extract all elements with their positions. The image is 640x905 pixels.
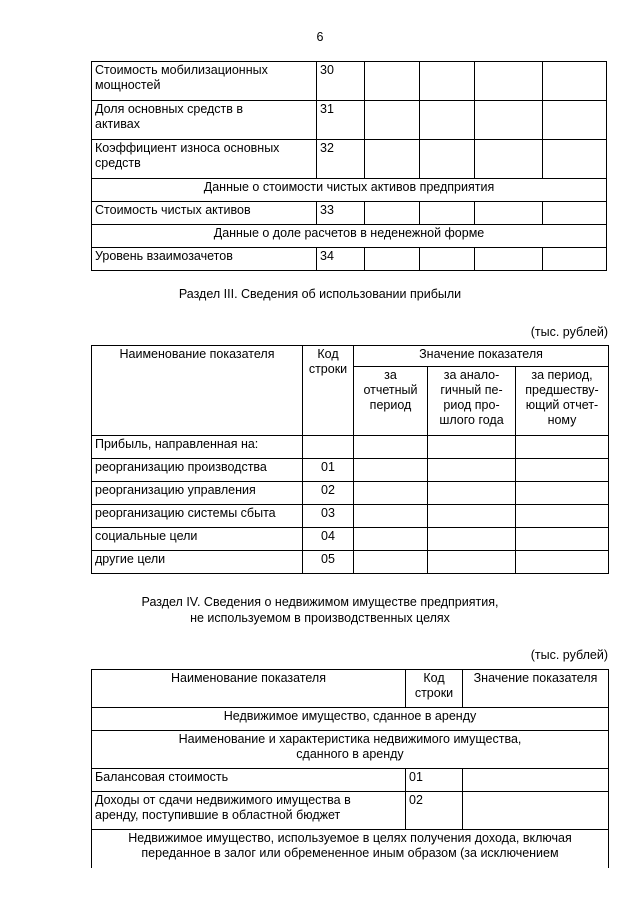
row-code: 03	[303, 505, 354, 528]
row-name: Доля основных средств в активах	[92, 101, 317, 140]
table-row	[92, 248, 607, 271]
table-row	[92, 551, 609, 574]
row-name: реорганизацию управления	[92, 482, 303, 505]
row-code: 30	[317, 62, 365, 101]
row-name: Балансовая стоимость	[92, 769, 406, 792]
row-code: 01	[406, 769, 463, 792]
header-previous-period: за период, предшеству- ющий отчет- ному	[516, 367, 609, 436]
header-value: Значение показателя	[354, 346, 609, 367]
row-name: другие цели	[92, 551, 303, 574]
profit-usage-table	[91, 345, 609, 574]
section-net-assets: Данные о стоимости чистых активов предприятия	[92, 179, 607, 202]
row-name: Уровень взаимозачетов	[92, 248, 317, 271]
row-name: реорганизацию производства	[92, 459, 303, 482]
row-code: 32	[317, 140, 365, 179]
row-code: 33	[317, 202, 365, 225]
row-name: социальные цели	[92, 528, 303, 551]
section4-title: Раздел IV. Сведения о недвижимом имуществе предприятия, не используемом в производственных целях	[141, 595, 499, 625]
table-row	[92, 202, 607, 225]
section-non-cash: Данные о доле расчетов в неденежной форме	[92, 225, 607, 248]
row-name: реорганизацию системы сбыта	[92, 505, 303, 528]
table-row	[92, 482, 609, 505]
header-current-period: за отчетный период	[354, 367, 428, 436]
indicators-table-continued	[91, 61, 607, 271]
section4-unit: (тыс. рублей)	[530, 648, 608, 662]
row-code: 04	[303, 528, 354, 551]
row-code: 02	[303, 482, 354, 505]
row-code: 02	[406, 792, 463, 830]
header-name: Наименование показателя	[92, 670, 406, 708]
section3-title: Раздел III. Сведения об использовании прибыли	[178, 287, 462, 301]
table-row	[92, 140, 607, 179]
table-row	[92, 528, 609, 551]
table-row	[92, 459, 609, 482]
section-rented-out: Недвижимое имущество, сданное в аренду	[92, 708, 609, 731]
row-code: 01	[303, 459, 354, 482]
real-estate-table	[91, 669, 609, 868]
page-number: 6	[316, 30, 324, 44]
row-name: Стоимость чистых активов	[92, 202, 317, 225]
table-row	[92, 769, 609, 792]
table-row	[92, 62, 607, 101]
row-code: 34	[317, 248, 365, 271]
table-row	[92, 792, 609, 830]
section-income-use: Недвижимое имущество, используемое в целях получения дохода, включая переданное в залог или обремененное иным образом (за исключением	[92, 830, 609, 868]
header-code: Код строки	[406, 670, 463, 708]
row-name: Коэффициент износа основных средств	[92, 140, 317, 179]
row-code: 05	[303, 551, 354, 574]
table-row	[92, 101, 607, 140]
profit-label: Прибыль, направленная на:	[92, 436, 303, 459]
row-code: 31	[317, 101, 365, 140]
section3-unit: (тыс. рублей)	[530, 325, 608, 339]
row-name: Доходы от сдачи недвижимого имущества в аренду, поступившие в областной бюджет	[92, 792, 406, 830]
header-code: Код строки	[303, 346, 354, 436]
header-last-year-period: за анало- гичный пе- риод про- шлого года	[428, 367, 516, 436]
header-name: Наименование показателя	[92, 346, 303, 436]
table-row	[92, 505, 609, 528]
row-name: Стоимость мобилизационных мощностей	[92, 62, 317, 101]
section-characteristics: Наименование и характеристика недвижимого имущества, сданного в аренду	[92, 731, 609, 769]
header-value: Значение показателя	[463, 670, 609, 708]
